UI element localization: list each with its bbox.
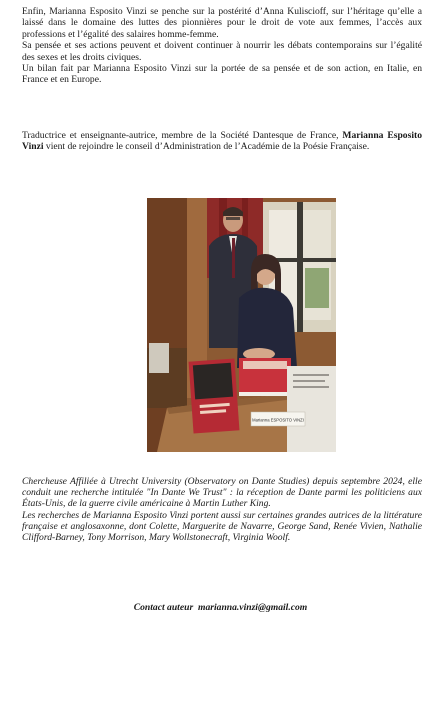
contact-label: Contact auteur — [133, 602, 194, 613]
intro-paragraph-2: Sa pensée et ses actions peuvent et doivent continuer à nourrir les débats contemporains sur l’égalité des sexes et les droits civiques. — [22, 40, 422, 63]
bio-text-after: vient de rejoindre le conseil d’Administration de l’Académie de la Poésie Française. — [43, 141, 370, 153]
author-photo — [147, 198, 336, 452]
research-section — [22, 476, 422, 543]
research-paragraph-2: Les recherches de Marianna Esposito Vinzi portent aussi sur certaines grandes autrices de la littérature française et anglosaxonne, dont Colette, Marguerite de Navarre, George Sand, Renée Vivien, Nathalie Clifford-Barney, Tony Morrison, Mary Wollstonecraft, Virginia Woolf. — [22, 509, 422, 544]
intro-paragraph-3: Un bilan fait par Marianna Esposito Vinzi sur la portée de sa pensée et de son action, en Italie, en France et en Europe. — [22, 63, 422, 86]
photo-nameplate: Marianna ESPOSITO VINZI — [252, 417, 304, 423]
bio-paragraph — [22, 130, 422, 153]
contact-email[interactable]: marianna.vinzi@gmail.com — [197, 602, 308, 613]
contact-line — [0, 602, 441, 613]
research-paragraph-1: Chercheuse Affiliée à Utrecht University (Observatory on Dante Studies) depuis septembre 2024, elle conduit une recherche intitulée "In Dante We Trust" : la réception de Dante parmi les politiciens aux États-Unis, de la guerre civile américaine à Martin Luther King. — [22, 476, 422, 510]
photo-illustration — [147, 198, 336, 452]
author-name: Marianna Esposito Vinzi — [22, 130, 422, 153]
bio-text-before: Traductrice et enseignante-autrice, membre de la Société Dantesque de France, — [22, 130, 343, 141]
intro-paragraph-1: Enfin, Marianna Esposito Vinzi se penche sur la postérité d’Anna Kuliscioff, sur l’héritage qu’elle a laissé dans le domaine des luttes des pionnières pour le droit de vote aux femmes, l’accès aux professions et l’égalité des salaires homme-femme. — [22, 6, 422, 40]
intro-section — [22, 6, 422, 86]
